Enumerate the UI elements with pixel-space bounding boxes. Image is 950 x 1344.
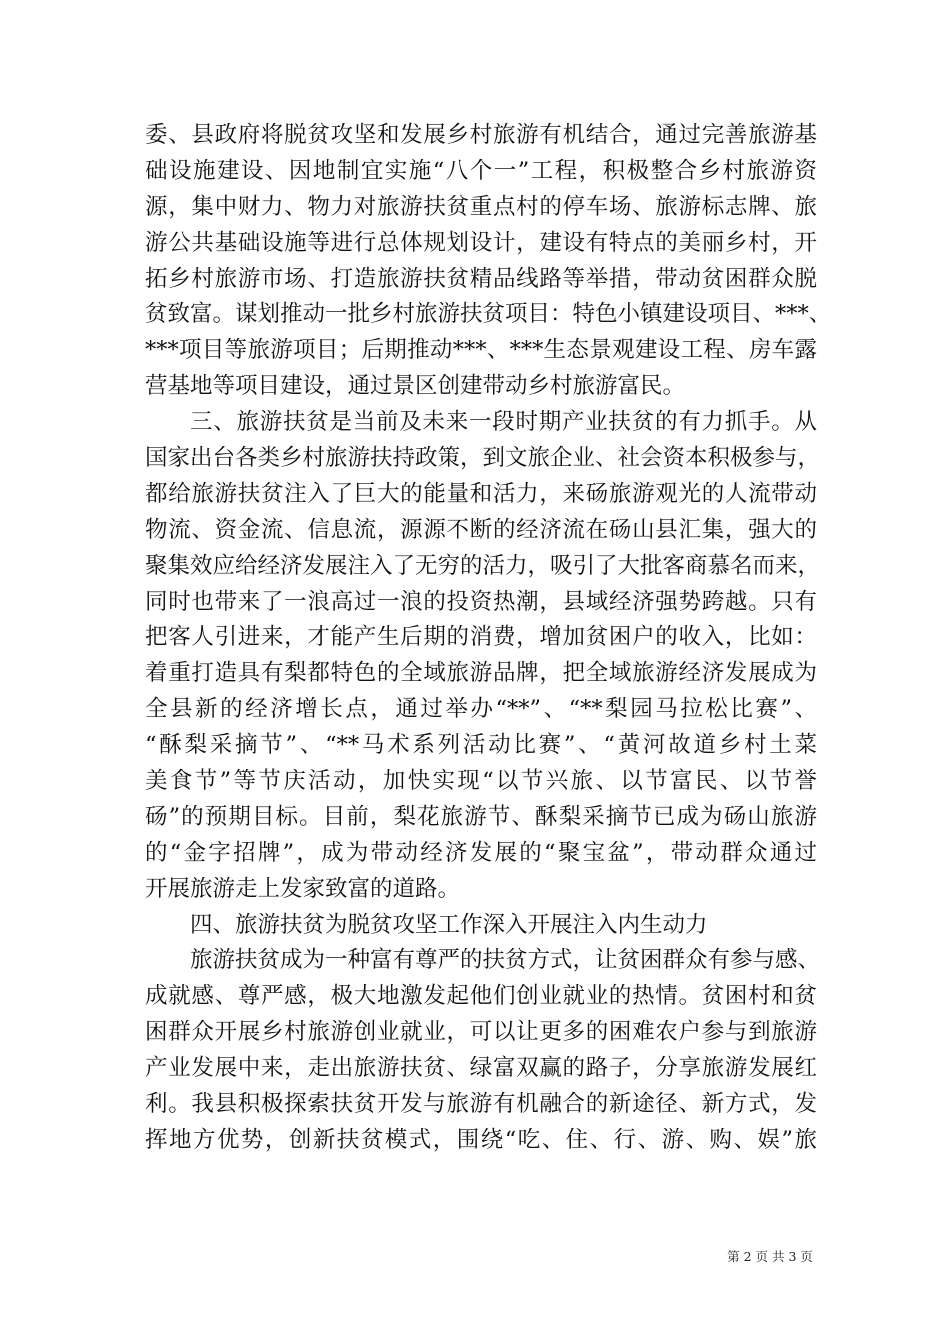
- text-line: 委、县政府将脱贫攻坚和发展乡村旅游有机结合，通过完善旅游基: [145, 122, 817, 148]
- text-line: 都给旅游扶贫注入了巨大的能量和活力，来砀旅游观光的人流带动: [145, 480, 817, 507]
- text-line: 困群众开展乡村旅游创业就业，可以让更多的困难农户参与到旅游: [145, 1019, 817, 1046]
- text-line: 础设施建设、因地制宜实施“八个一”工程，积极整合乡村旅游资: [145, 157, 817, 184]
- text-line: 拓乡村旅游市场、打造旅游扶贫精品线路等举措，带动贫困群众脱: [145, 265, 817, 292]
- text-line: 挥地方优势，创新扶贫模式，围绕“吃、住、行、游、购、娱”旅: [145, 1126, 817, 1153]
- text-line: 营基地等项目建设，通过景区创建带动乡村旅游富民。: [145, 373, 686, 400]
- text-line: 全县新的经济增长点，通过举办“**”、“**梨园马拉松比赛”、: [145, 696, 817, 723]
- text-line: 着重打造具有梨都特色的全域旅游品牌，把全域旅游经济发展成为: [145, 660, 817, 687]
- text-line: “酥梨采摘节”、“**马术系列活动比赛”、“黄河故道乡村土菜: [145, 732, 817, 759]
- text-line: 同时也带来了一浪高过一浪的投资热潮，县域经济强势跨越。只有: [145, 588, 817, 615]
- text-line: 旅游扶贫成为一种富有尊严的扶贫方式，让贫困群众有参与感、: [190, 947, 821, 974]
- text-line: 利。我县积极探索扶贫开发与旅游有机融合的新途径、新方式，发: [145, 1091, 817, 1118]
- document-body: [145, 118, 832, 1159]
- text-line: 的“金字招牌”，成为带动经济发展的“聚宝盆”，带动群众通过: [145, 839, 817, 866]
- page-footer: 第 2 页 共 3 页: [727, 1249, 813, 1264]
- text-line: ***项目等旅游项目；后期推动***、***生态景观建设工程、房车露: [145, 337, 817, 364]
- text-line: 三、旅游扶贫是当前及未来一段时期产业扶贫的有力抓手。从: [190, 409, 817, 436]
- text-line: 产业发展中来，走出旅游扶贫、绿富双赢的路子，分享旅游发展红: [145, 1055, 817, 1082]
- text-line: 物流、资金流、信息流，源源不断的经济流在砀山县汇集，强大的: [145, 516, 817, 543]
- text-line: 开展旅游走上发家致富的道路。: [145, 875, 461, 902]
- text-line: 贫致富。谋划推动一批乡村旅游扶贫项目：特色小镇建设项目、***、: [145, 301, 832, 328]
- text-line: 源，集中财力、物力对旅游扶贫重点村的停车场、旅游标志牌、旅: [145, 193, 817, 220]
- text-line: 聚集效应给经济发展注入了无穷的活力，吸引了大批客商慕名而来，: [145, 552, 821, 579]
- text-line: 国家出台各类乡村旅游扶持政策，到文旅企业、社会资本积极参与，: [145, 445, 821, 472]
- text-line: 成就感、尊严感，极大地激发起他们创业就业的热情。贫困村和贫: [145, 983, 817, 1010]
- text-line: 美食节”等节庆活动，加快实现“以节兴旅、以节富民、以节誉: [145, 768, 817, 795]
- text-line: 砀”的预期目标。目前，梨花旅游节、酥梨采摘节已成为砀山旅游: [145, 803, 817, 830]
- text-line: 四、旅游扶贫为脱贫攻坚工作深入开展注入内生动力: [190, 911, 708, 938]
- text-line: 把客人引进来，才能产生后期的消费，增加贫困户的收入，比如：: [145, 624, 817, 651]
- text-line: 游公共基础设施等进行总体规划设计，建设有特点的美丽乡村，开: [145, 229, 817, 256]
